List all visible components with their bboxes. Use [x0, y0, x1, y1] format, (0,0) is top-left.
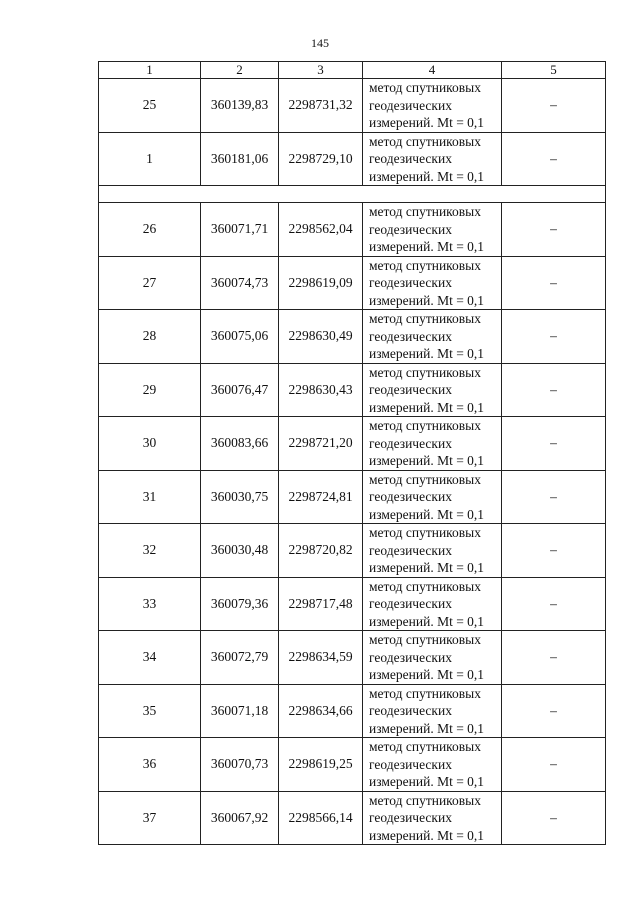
method-line: геодезических: [369, 221, 452, 237]
method-line: геодезических: [369, 596, 452, 611]
method-cell: [363, 738, 502, 792]
method-cell: [363, 631, 502, 685]
table-row: [99, 79, 606, 133]
x-coordinate-cell: 360083,66: [201, 417, 279, 471]
method-line: измерений. Mt = 0,1: [369, 720, 485, 736]
method-line: метод спутниковых: [369, 133, 481, 149]
y-coordinate-cell: 2298562,04: [279, 203, 363, 257]
x-coordinate-cell: 360075,06: [201, 310, 279, 364]
method-cell: [363, 524, 502, 578]
method-line: геодезических: [369, 97, 452, 113]
note-cell: –: [502, 524, 606, 578]
x-coordinate-cell: 360071,18: [201, 684, 279, 738]
x-coordinate-cell: 360074,73: [201, 256, 279, 310]
table-row: [99, 470, 606, 524]
method-line: метод спутниковых: [369, 418, 481, 433]
x-coordinate-cell: 360079,36: [201, 577, 279, 631]
method-line: измерений. Mt = 0,1: [369, 115, 485, 130]
method-cell: [363, 203, 502, 257]
note-cell: –: [502, 791, 606, 845]
method-cell: [363, 791, 502, 845]
method-line: измерений. Mt = 0,1: [369, 827, 485, 843]
method-line: геодезических: [369, 151, 452, 166]
y-coordinate-cell: 2298619,09: [279, 256, 363, 310]
x-coordinate-cell: 360030,48: [201, 524, 279, 578]
x-coordinate-cell: 360067,92: [201, 791, 279, 845]
table-row: [99, 631, 606, 685]
point-number-cell: 31: [99, 470, 201, 524]
header-col-3: 3: [279, 62, 363, 79]
table-row: [99, 310, 606, 364]
gap-row: [99, 186, 606, 203]
method-cell: [363, 684, 502, 738]
table-row: [99, 417, 606, 471]
note-cell: –: [502, 631, 606, 685]
y-coordinate-cell: 2298630,43: [279, 363, 363, 417]
method-line: измерений. Mt = 0,1: [369, 239, 485, 254]
point-number-cell: 29: [99, 363, 201, 417]
method-line: метод спутниковых: [369, 257, 481, 273]
note-cell: –: [502, 203, 606, 257]
method-line: метод спутниковых: [369, 739, 481, 754]
note-cell: –: [502, 310, 606, 364]
point-number-cell: 32: [99, 524, 201, 578]
method-line: геодезических: [369, 328, 452, 344]
note-cell: –: [502, 470, 606, 524]
method-line: измерений. Mt = 0,1: [369, 346, 485, 361]
point-number-cell: 25: [99, 79, 201, 133]
note-cell: –: [502, 363, 606, 417]
method-line: геодезических: [369, 756, 452, 772]
point-number-cell: 35: [99, 684, 201, 738]
table-row: [99, 256, 606, 310]
method-line: геодезических: [369, 489, 452, 504]
table-body-before-gap: [99, 79, 606, 186]
y-coordinate-cell: 2298634,66: [279, 684, 363, 738]
method-line: измерений. Mt = 0,1: [369, 774, 485, 789]
y-coordinate-cell: 2298721,20: [279, 417, 363, 471]
method-line: метод спутниковых: [369, 204, 481, 219]
y-coordinate-cell: 2298566,14: [279, 791, 363, 845]
table-row: [99, 791, 606, 845]
note-cell: –: [502, 738, 606, 792]
point-number-cell: 26: [99, 203, 201, 257]
x-coordinate-cell: 360070,73: [201, 738, 279, 792]
y-coordinate-cell: 2298630,49: [279, 310, 363, 364]
method-line: метод спутниковых: [369, 471, 481, 487]
method-line: геодезических: [369, 435, 452, 451]
table-row: [99, 577, 606, 631]
method-line: метод спутниковых: [369, 685, 481, 701]
note-cell: –: [502, 132, 606, 186]
method-line: метод спутниковых: [369, 792, 481, 808]
method-line: измерений. Mt = 0,1: [369, 168, 485, 184]
method-line: измерений. Mt = 0,1: [369, 667, 485, 682]
method-line: геодезических: [369, 275, 452, 290]
table-row: [99, 203, 606, 257]
method-line: геодезических: [369, 810, 452, 825]
method-line: геодезических: [369, 703, 452, 718]
method-line: измерений. Mt = 0,1: [369, 613, 485, 629]
table-gap: [99, 186, 606, 203]
note-cell: –: [502, 256, 606, 310]
x-coordinate-cell: 360030,75: [201, 470, 279, 524]
point-number-cell: 30: [99, 417, 201, 471]
gap-cell: [99, 186, 606, 203]
method-line: метод спутниковых: [369, 632, 481, 647]
point-number-cell: 33: [99, 577, 201, 631]
method-line: измерений. Mt = 0,1: [369, 560, 485, 575]
x-coordinate-cell: 360139,83: [201, 79, 279, 133]
method-line: метод спутниковых: [369, 525, 481, 540]
method-cell: [363, 417, 502, 471]
x-coordinate-cell: 360076,47: [201, 363, 279, 417]
method-cell: [363, 577, 502, 631]
y-coordinate-cell: 2298634,59: [279, 631, 363, 685]
method-cell: [363, 363, 502, 417]
y-coordinate-cell: 2298717,48: [279, 577, 363, 631]
method-line: измерений. Mt = 0,1: [369, 399, 485, 415]
header-col-1: 1: [99, 62, 201, 79]
point-number-cell: 37: [99, 791, 201, 845]
method-line: геодезических: [369, 382, 452, 397]
coordinates-table: [98, 61, 606, 845]
method-line: измерений. Mt = 0,1: [369, 292, 485, 308]
method-line: метод спутниковых: [369, 578, 481, 594]
note-cell: –: [502, 79, 606, 133]
point-number-cell: 36: [99, 738, 201, 792]
point-number-cell: 28: [99, 310, 201, 364]
y-coordinate-cell: 2298729,10: [279, 132, 363, 186]
y-coordinate-cell: 2298720,82: [279, 524, 363, 578]
method-cell: [363, 470, 502, 524]
x-coordinate-cell: 360071,71: [201, 203, 279, 257]
x-coordinate-cell: 360072,79: [201, 631, 279, 685]
method-line: метод спутниковых: [369, 364, 481, 380]
y-coordinate-cell: 2298731,32: [279, 79, 363, 133]
x-coordinate-cell: 360181,06: [201, 132, 279, 186]
note-cell: –: [502, 684, 606, 738]
y-coordinate-cell: 2298619,25: [279, 738, 363, 792]
table-row: [99, 738, 606, 792]
method-cell: [363, 310, 502, 364]
table-body-after-gap: [99, 203, 606, 845]
point-number-cell: 1: [99, 132, 201, 186]
method-cell: [363, 256, 502, 310]
table-row: [99, 524, 606, 578]
note-cell: –: [502, 577, 606, 631]
method-line: метод спутниковых: [369, 80, 481, 95]
header-col-4: 4: [363, 62, 502, 79]
method-cell: [363, 79, 502, 133]
point-number-cell: 34: [99, 631, 201, 685]
table-row: [99, 684, 606, 738]
method-line: метод спутниковых: [369, 311, 481, 326]
method-line: измерений. Mt = 0,1: [369, 453, 485, 468]
point-number-cell: 27: [99, 256, 201, 310]
header-col-5: 5: [502, 62, 606, 79]
y-coordinate-cell: 2298724,81: [279, 470, 363, 524]
header-row: [99, 62, 606, 79]
method-cell: [363, 132, 502, 186]
table-row: [99, 132, 606, 186]
note-cell: –: [502, 417, 606, 471]
method-line: измерений. Mt = 0,1: [369, 506, 485, 522]
page-number: 145: [311, 36, 329, 50]
method-line: геодезических: [369, 649, 452, 665]
table-row: [99, 363, 606, 417]
header-col-2: 2: [201, 62, 279, 79]
method-line: геодезических: [369, 542, 452, 558]
